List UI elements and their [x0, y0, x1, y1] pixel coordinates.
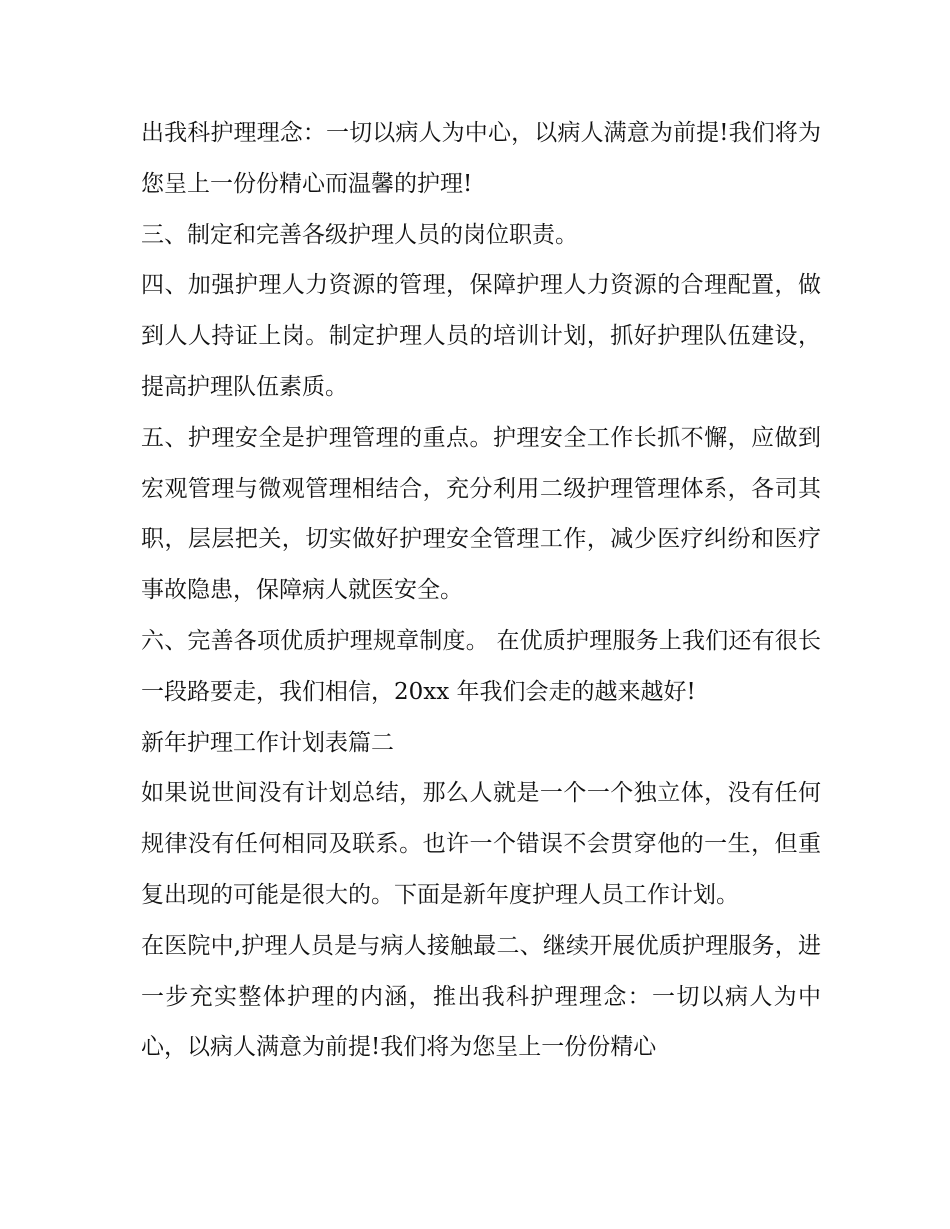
- section-heading: 新年护理工作计划表篇二: [141, 729, 394, 756]
- paragraph-intro-continuation: 出我科护理理念：一切以病人为中心，以病人满意为前提!我们将为您呈上一份份精心而温馨的护理!: [141, 120, 821, 197]
- paragraph-item-five: 五、护理安全是护理管理的重点。护理安全工作长抓不懈，应做到宏观管理与微观管理相结合，充分利用二级护理管理体系，各司其职，层层把关，切实做好护理安全管理工作，减少医疗纠纷和医疗事故隐患，保障病人就医安全。: [141, 424, 821, 604]
- paragraph-hospital: 在医院中,护理人员是与病人接触最二、继续开展优质护理服务，进一步充实整体护理的内涵，推出我科护理理念：一切以病人为中心，以病人满意为前提!我们将为您呈上一份份精心: [141, 932, 821, 1061]
- paragraph-item-six: 六、完善各项优质护理规章制度。 在优质护理服务上我们还有很长一段路要走，我们相信，20xx 年我们会走的越来越好!: [141, 627, 821, 705]
- document-body: [141, 108, 821, 1073]
- paragraph-item-four: 四、加强护理人力资源的管理，保障护理人力资源的合理配置，做到人人持证上岗。制定护理人员的培训计划，抓好护理队伍建设，提高护理队伍素质。: [141, 272, 821, 400]
- paragraph-section-intro: 如果说世间没有计划总结，那么人就是一个一个独立体，没有任何规律没有任何相同及联系。也许一个错误不会贯穿他的一生，但重复出现的可能是很大的。下面是新年度护理人员工作计划。: [141, 780, 821, 908]
- paragraph-item-three: 三、制定和完善各级护理人员的岗位职责。: [141, 221, 578, 248]
